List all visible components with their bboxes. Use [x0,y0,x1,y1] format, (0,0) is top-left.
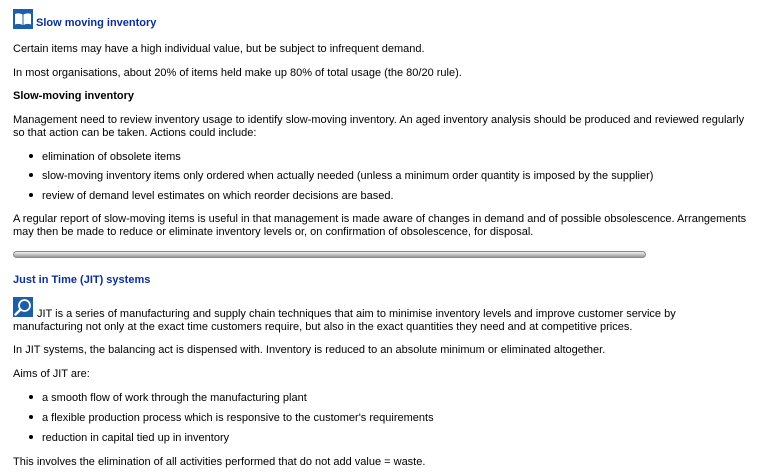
list-item: a smooth flow of work through the manufacturing plant [29,392,729,405]
paragraph: JIT is a series of manufacturing and supply chain techniques that aim to minimise inventory levels and improve customer service by manufacturing not only at the exact time customers require, but also in the exact quantities they need and at competitive prices. [13,308,676,333]
subheading: Slow-moving inventory [13,90,135,102]
paragraph: Aims of JIT are: [13,368,90,380]
book-icon [13,9,33,29]
section-title: Just in Time (JIT) systems [13,274,151,286]
paragraph: This involves the elimination of all activities performed that do not add value = waste. [13,456,426,468]
paragraph: A regular report of slow-moving items is useful in that management is made aware of changes in demand and of possible obsolescence. Arrangements may then be made to reduce or eliminate inventory levels or, on confirmation of obsolescence, for disposal. [13,213,747,238]
paragraph: Certain items may have a high individual value, but be subject to infrequent demand. [13,43,425,55]
list-item: elimination of obsolete items [29,151,729,164]
paragraph: In JIT systems, the balancing act is dispensed with. Inventory is reduced to an absolute minimum or eliminated altogether. [13,344,606,356]
list-item: a flexible production process which is responsive to the customer's requirements [29,412,729,425]
section-heading-slow-moving [13,9,156,29]
list-item: review of demand level estimates on which reorder decisions are based. [29,190,729,203]
section-title: Slow moving inventory [36,17,157,29]
list-item: reduction in capital tied up in inventory [29,432,729,445]
paragraph: In most organisations, about 20% of items held make up 80% of total usage (the 80/20 rule). [13,67,462,79]
section-heading-jit [13,274,150,286]
list-item: slow-moving inventory items only ordered when actually needed (unless a minimum order quantity is imposed by the supplier) [29,170,729,183]
paragraph: Management need to review inventory usage to identify slow-moving inventory. An aged inventory analysis should be produced and reviewed regularly so that action can be taken. Actions could include: [13,114,745,139]
section-divider [13,251,646,258]
